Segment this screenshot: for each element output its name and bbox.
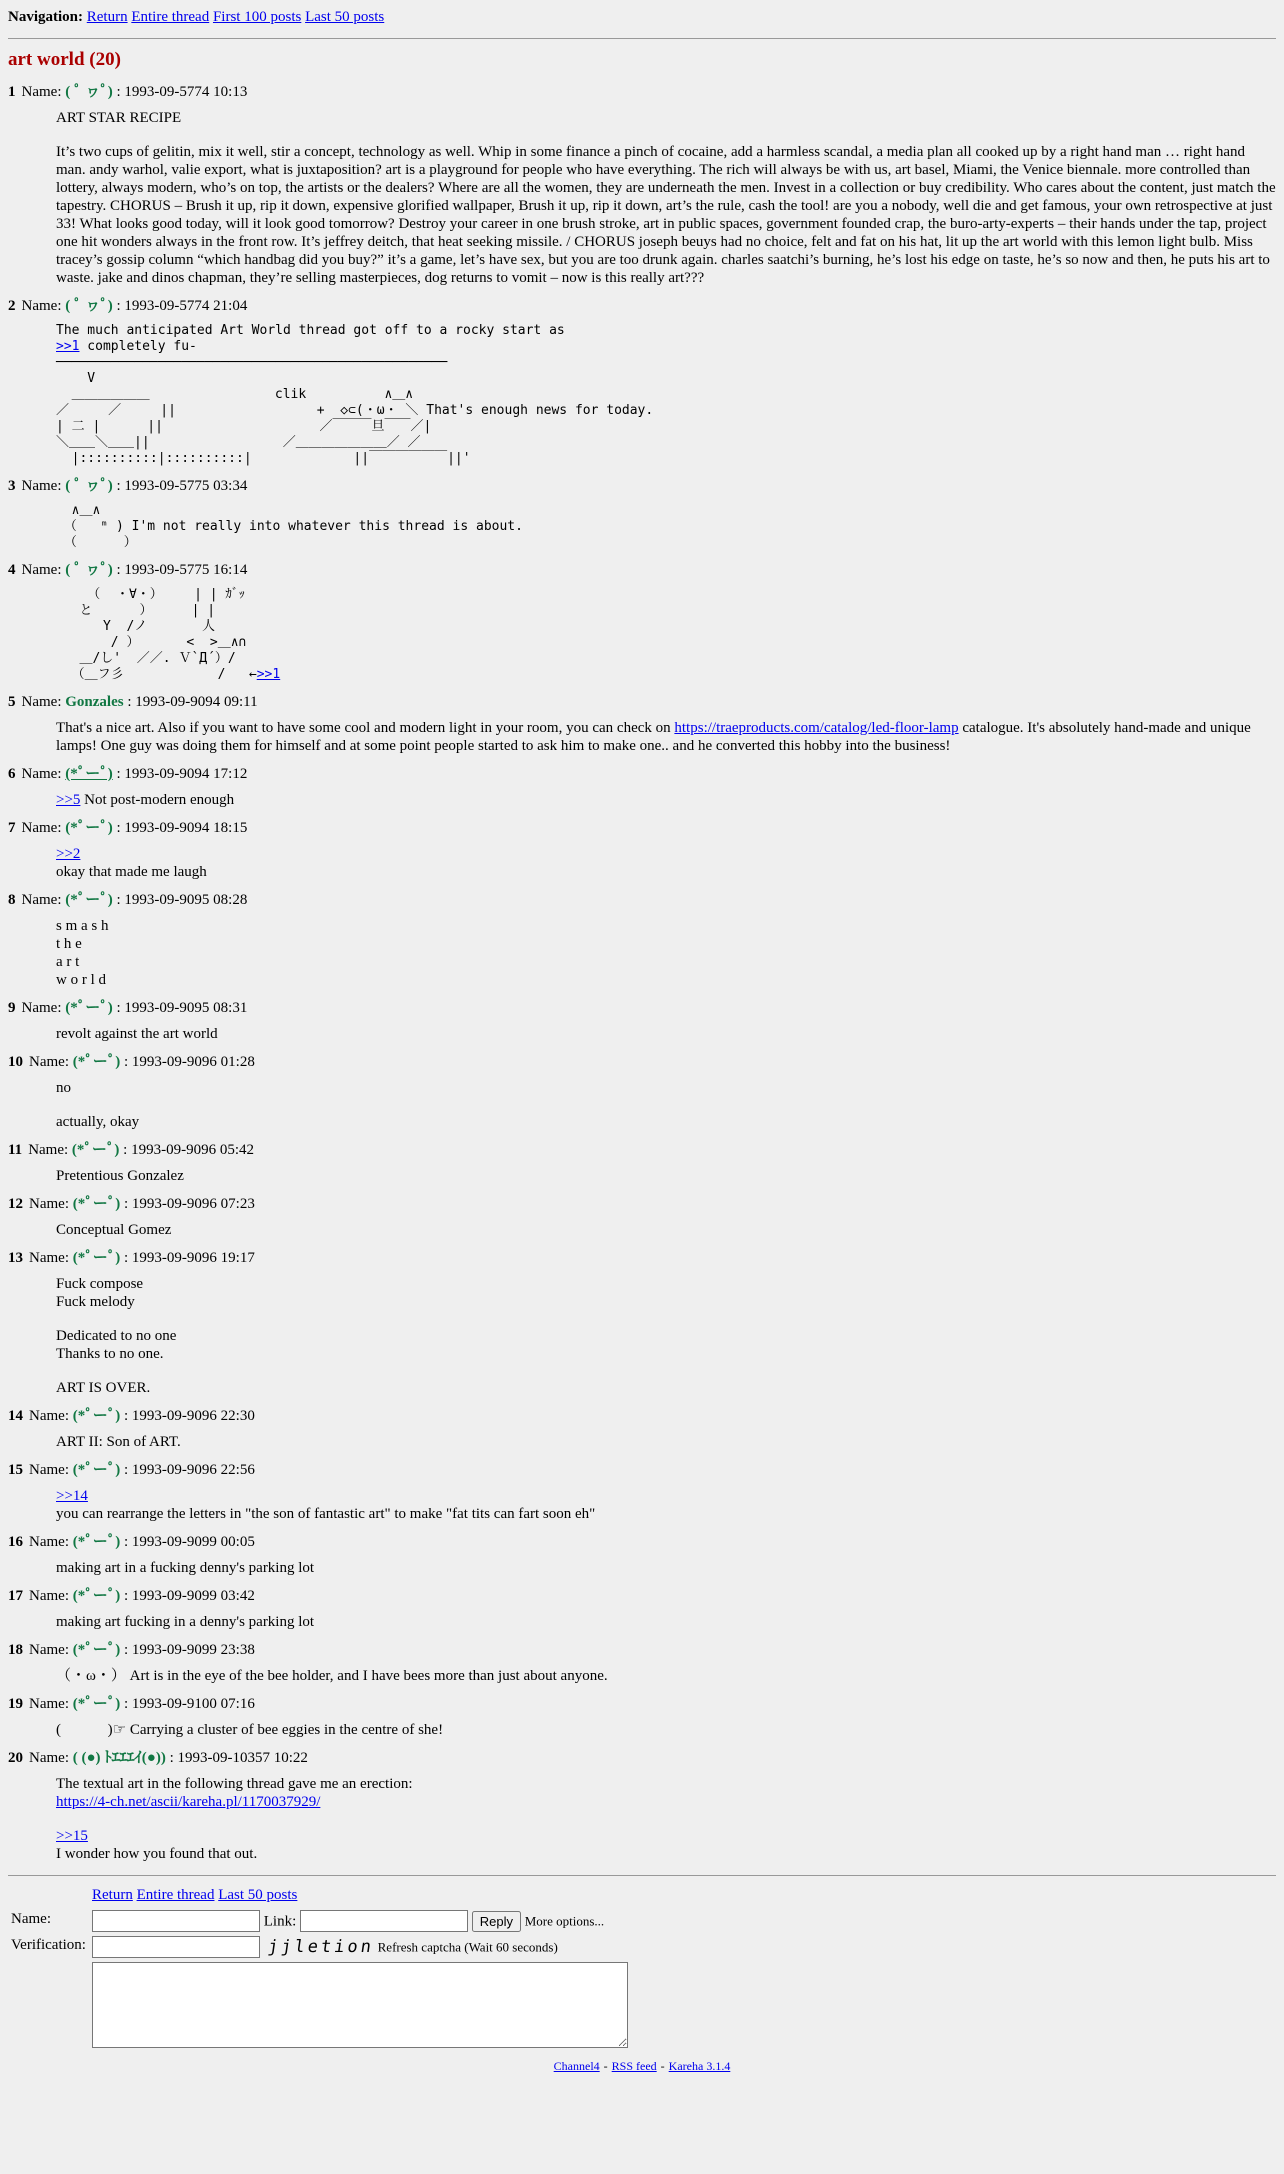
post-header: 11 Name: (*ﾟーﾟ) : 1993-09-9096 05:42 — [8, 1142, 255, 1158]
post-number[interactable]: 9 — [8, 1000, 16, 1016]
poster-name: (*ﾟーﾟ) — [72, 1196, 121, 1212]
post-date: 1993-09-9094 17:12 — [124, 766, 248, 782]
reply-form — [8, 1886, 1276, 2075]
name-label: Name: — [29, 1408, 69, 1424]
ascii-art-text: （ ・∀・） | | ｶﾞｯ と ） | | Y /ノ 人 / ） < >＿∧∩ ＿/し' ／／. Ｖ`Д´）/ （＿フ彡 / ← — [71, 587, 257, 682]
external-link[interactable]: https://4-ch.net/ascii/kareha.pl/1170037929/ — [56, 1794, 321, 1810]
name-label: Name: — [29, 1534, 69, 1550]
post-line: Thanks to no one. — [56, 1346, 164, 1362]
post-number[interactable]: 10 — [8, 1054, 23, 1070]
post-3 — [8, 477, 1276, 551]
navigation-bar — [8, 8, 1276, 26]
thread-title: art world (20) — [8, 49, 121, 70]
post-12 — [8, 1195, 1276, 1239]
poster-name: (*ﾟーﾟ) — [65, 820, 113, 836]
post-text: ART STAR RECIPE — [56, 110, 182, 126]
reply-reference-link[interactable]: >>14 — [56, 1488, 88, 1504]
post-14 — [8, 1407, 1276, 1451]
post-date: 1993-09-9094 18:15 — [124, 820, 248, 836]
post-number[interactable]: 14 — [8, 1408, 23, 1424]
name-label: Name: — [21, 820, 62, 836]
post-text-part: you can rearrange the letters in "the son of fantastic art" to make "fat tits can fart soon eh" — [56, 1506, 596, 1522]
name-label: Name: — [21, 1000, 62, 1016]
post-header: 5 Name: Gonzales : 1993-09-9094 09:11 — [8, 694, 258, 710]
post-1 — [8, 83, 1276, 287]
reply-form-table — [8, 1908, 631, 2055]
poster-name: ( ﾟ ヮﾟ) — [65, 478, 113, 494]
post-header: 18 Name: (*ﾟーﾟ) : 1993-09-9099 23:38 — [8, 1642, 255, 1658]
poster-name: (*ﾟーﾟ) — [72, 1054, 121, 1070]
post-20 — [8, 1749, 1276, 1863]
post-text-part: The textual art in the following thread gave me an erection: — [56, 1776, 413, 1792]
post-19 — [8, 1695, 1276, 1739]
refresh-captcha-text[interactable]: Refresh captcha (Wait 60 seconds) — [377, 1939, 558, 1955]
ascii-art: ∧＿∧ （ ᵐ ) I'm not really into whatever this thread is about. （ ） — [63, 503, 523, 550]
post-date: 1993-09-5775 16:14 — [124, 562, 248, 578]
ascii-art — [56, 587, 1276, 683]
post-date: 1993-09-9099 23:38 — [131, 1642, 255, 1658]
name-label: Name: — [29, 1588, 69, 1604]
name-input[interactable] — [92, 1910, 260, 1932]
post-number[interactable]: 13 — [8, 1250, 23, 1266]
post-date: 1993-09-9100 07:16 — [131, 1696, 255, 1712]
poster-name: (*ﾟーﾟ) — [72, 1642, 121, 1658]
post-body — [56, 323, 1276, 467]
name-label: Name: — [29, 1196, 69, 1212]
poster-name: (*ﾟーﾟ) — [65, 1000, 113, 1016]
post-text — [56, 845, 1276, 881]
link-field-label: Link: — [263, 1913, 297, 1930]
post-line: Fuck compose — [56, 1276, 144, 1292]
post-date: 1993-09-9096 22:56 — [131, 1462, 255, 1478]
post-body — [56, 719, 1276, 755]
link-input[interactable] — [300, 1910, 468, 1932]
post-number[interactable]: 18 — [8, 1642, 23, 1658]
post-date: 1993-09-9099 03:42 — [131, 1588, 255, 1604]
post-text — [56, 917, 1276, 989]
post-text: no — [56, 1080, 71, 1096]
poster-name: ( (●) ﾄｴｴｴｲ(●)) — [72, 1750, 166, 1766]
post-16 — [8, 1533, 1276, 1577]
post-number[interactable]: 7 — [8, 820, 16, 836]
poster-name: (*ﾟーﾟ) — [72, 1534, 121, 1550]
more-options-link[interactable]: More options... — [524, 1913, 605, 1929]
post-18 — [8, 1641, 1276, 1685]
reply-button[interactable]: Reply — [472, 1911, 521, 1932]
post-body — [56, 1167, 1276, 1185]
post-text: Pretentious Gonzalez — [56, 1168, 184, 1184]
post-text-part: I wonder how you found that out. — [56, 1846, 258, 1862]
post-header: 20 Name: ( (●) ﾄｴｴｴｲ(●)) : 1993-09-10357 10:22 — [8, 1750, 308, 1766]
post-8 — [8, 891, 1276, 989]
name-label: Name: — [21, 478, 62, 494]
post-header: 14 Name: (*ﾟーﾟ) : 1993-09-9096 22:30 — [8, 1408, 255, 1424]
post-number[interactable]: 3 — [8, 478, 16, 494]
name-label: Name: — [29, 1250, 69, 1266]
name-label: Name: — [21, 298, 62, 314]
post-number[interactable]: 11 — [8, 1142, 23, 1158]
navigation-label: Navigation: — [8, 9, 83, 25]
post-6 — [8, 765, 1276, 809]
post-number[interactable]: 17 — [8, 1588, 23, 1604]
post-header: 2 Name: ( ﾟ ヮﾟ) : 1993-09-5774 21:04 — [8, 298, 248, 314]
post-number[interactable]: 2 — [8, 298, 16, 314]
post-4 — [8, 561, 1276, 683]
poster-name: ( ﾟ ヮﾟ) — [65, 298, 113, 314]
divider — [8, 38, 1276, 39]
post-text — [56, 1775, 1276, 1811]
post-15 — [8, 1461, 1276, 1523]
post-text — [56, 1275, 1276, 1311]
poster-name: Gonzales — [65, 694, 124, 710]
reply-reference-link[interactable]: >>15 — [56, 1828, 88, 1844]
post-line: a r t — [56, 954, 80, 970]
post-text: completely fu- — [79, 339, 197, 354]
post-body — [56, 1487, 1276, 1523]
post-text: actually, okay — [56, 1114, 140, 1130]
post-text — [56, 1327, 1276, 1363]
post-number[interactable]: 15 — [8, 1462, 23, 1478]
verification-label: Verification: — [11, 1937, 86, 1953]
post-date: 1993-09-5775 03:34 — [124, 478, 248, 494]
post-text: making art in a fucking denny's parking lot — [56, 1560, 315, 1576]
post-10 — [8, 1053, 1276, 1131]
poster-name: ( ﾟ ヮﾟ) — [65, 562, 113, 578]
name-label: Name: — [29, 1054, 69, 1070]
ascii-art: ────────────────────────────────────────────────── V ＿＿＿＿＿＿ clik ∧＿∧ ／ ／ || + ◇⊂(・ω・ ＼ That's enough news for today. | 二 | || ／￣￣￣旦￣￣／| ＼＿＿＼＿＿|| ／＿＿＿＿＿＿＿／ ／ |::::::::::|::::::::::| ||￣￣￣￣￣￣||' — [56, 355, 654, 466]
post-5 — [8, 693, 1276, 755]
post-date: 1993-09-5774 21:04 — [124, 298, 248, 314]
channel4-link[interactable]: Channel4 — [553, 2059, 600, 2073]
post-body — [56, 587, 1276, 683]
post-text — [56, 1827, 1276, 1863]
post-body — [56, 1775, 1276, 1863]
name-label: Name: — [29, 1642, 69, 1658]
post-text-part: Not post-modern enough — [80, 792, 235, 808]
post-date: 1993-09-9096 01:28 — [131, 1054, 255, 1070]
poster-name: (*ﾟーﾟ) — [65, 892, 113, 908]
post-line: Dedicated to no one — [56, 1328, 177, 1344]
post-date: 1993-09-9096 22:30 — [131, 1408, 255, 1424]
kareha-version-link[interactable]: Kareha 3.1.4 — [668, 2059, 731, 2073]
post-header: 3 Name: ( ﾟ ヮﾟ) : 1993-09-5775 03:34 — [8, 478, 248, 494]
post-header: 8 Name: (*ﾟーﾟ) : 1993-09-9095 08:28 — [8, 892, 248, 908]
post-body — [56, 1079, 1276, 1131]
poster-name: (*ﾟーﾟ) — [72, 1250, 121, 1266]
post-number[interactable]: 20 — [8, 1750, 23, 1766]
name-label: Name: — [21, 84, 62, 100]
post-7 — [8, 819, 1276, 881]
poster-name: ( ﾟ ヮﾟ) — [65, 84, 113, 100]
post-text: making art fucking in a denny's parking lot — [56, 1614, 315, 1630]
post-text — [56, 1487, 1276, 1523]
post-text: Conceptual Gomez — [56, 1222, 172, 1238]
post-text: The much anticipated Art World thread got off to a rocky start as — [56, 323, 565, 338]
post-date: 1993-09-9095 08:28 — [124, 892, 248, 908]
separator: - — [660, 2059, 665, 2073]
post-header: 6 Name: (*ﾟーﾟ) : 1993-09-9094 17:12 — [8, 766, 248, 782]
post-number[interactable]: 1 — [8, 84, 16, 100]
post-header: 4 Name: ( ﾟ ヮﾟ) : 1993-09-5775 16:14 — [8, 562, 248, 578]
post-header: 15 Name: (*ﾟーﾟ) : 1993-09-9096 22:56 — [8, 1462, 255, 1478]
nav-return-link[interactable]: Return — [86, 9, 128, 25]
reply-reference-link[interactable]: >>1 — [256, 667, 281, 682]
post-header: 10 Name: (*ﾟーﾟ) : 1993-09-9096 01:28 — [8, 1054, 255, 1070]
post-2 — [8, 297, 1276, 467]
post-date: 1993-09-5774 10:13 — [124, 84, 248, 100]
name-field-label: Name: — [11, 1911, 51, 1927]
post-body — [56, 917, 1276, 989]
separator: - — [603, 2059, 608, 2073]
name-label: Name: — [21, 766, 62, 782]
post-body — [56, 109, 1276, 287]
post-header: 1 Name: ( ﾟ ヮﾟ) : 1993-09-5774 10:13 — [8, 84, 248, 100]
name-label: Name: — [21, 562, 62, 578]
site-footer — [8, 2057, 1276, 2075]
post-number[interactable]: 4 — [8, 562, 16, 578]
post-number[interactable]: 16 — [8, 1534, 23, 1550]
post-date: 1993-09-9096 05:42 — [131, 1142, 255, 1158]
post-date: 1993-09-9096 07:23 — [131, 1196, 255, 1212]
reply-reference-link[interactable]: >>5 — [56, 792, 81, 808]
name-label: Name: — [29, 1750, 69, 1766]
post-text: (☞ﾟ∀ﾟ)☞ Carrying a cluster of bee eggies in the centre of she! — [56, 1722, 444, 1738]
rss-feed-link[interactable]: RSS feed — [611, 2059, 657, 2073]
footer-return-link[interactable]: Return — [92, 1887, 133, 1903]
poster-name: (*ﾟーﾟ) — [72, 1588, 121, 1604]
post-text-part: okay that made me laugh — [56, 864, 207, 880]
poster-name: (*ﾟーﾟ) — [72, 1408, 121, 1424]
name-label: Name: — [21, 892, 62, 908]
post-13 — [8, 1249, 1276, 1397]
post-header: 19 Name: (*ﾟーﾟ) : 1993-09-9100 07:16 — [8, 1696, 255, 1712]
divider — [8, 1875, 1276, 1876]
post-body — [56, 1667, 1276, 1685]
post-text: revolt against the art world — [56, 1026, 218, 1042]
poster-name: (*ﾟーﾟ) — [72, 1696, 121, 1712]
post-text-part: catalogue. It's absolutely hand-made and unique lamps! One guy was doing them for himself and at some point people started to ask him to make one.. and he converted this hobby into the business! — [56, 720, 1251, 754]
post-date: 1993-09-9095 08:31 — [124, 1000, 248, 1016]
post-body — [56, 845, 1276, 881]
name-label: Name: — [21, 694, 62, 710]
post-text: （・ω・） Art is in the eye of the bee holder, and I have bees more than just about anyone. — [56, 1668, 608, 1684]
post-line: w o r l d — [56, 972, 106, 988]
footer-nav — [92, 1886, 1276, 1904]
post-body — [56, 1559, 1276, 1577]
post-body — [56, 1221, 1276, 1239]
name-label: Name: — [29, 1462, 69, 1478]
post-text — [56, 791, 1276, 809]
post-date: 1993-09-9094 09:11 — [135, 694, 258, 710]
verification-input[interactable] — [92, 1936, 260, 1958]
reply-reference-link[interactable]: >>1 — [56, 339, 80, 354]
post-body — [56, 1433, 1276, 1451]
post-header: 16 Name: (*ﾟーﾟ) : 1993-09-9099 00:05 — [8, 1534, 255, 1550]
post-header: 12 Name: (*ﾟーﾟ) : 1993-09-9096 07:23 — [8, 1196, 255, 1212]
post-text: ART IS OVER. — [56, 1380, 151, 1396]
post-header: 7 Name: (*ﾟーﾟ) : 1993-09-9094 18:15 — [8, 820, 248, 836]
post-text: It’s two cups of gelitin, mix it well, stir a concept, technology as well. Whip in some finance a pinch of cocaine, add a harmless scandal, a media plan all cooked up by a right hand man … right hand man. andy warhol, valie export, what is juxtaposition? art is a playground for people who have everything. The rich will always be with us, art basel, Miami, the Venice biennale. more controlled than lottery, always modern, who’s on top, the artists or the dealers? Where are all the women, they are underneath the men. Invest in a collection or buy credibility. Who cares about the content, just match the tapestry. CHORUS – Brush it up, rip it down, expensive glorified wallpaper, Brush it up, rip it down, art’s the rule, cash the tool! are you a nobody, well die and get famous, your own retrospective at just 33! What looks good today, will it look good tomorrow? Destroy your career in one brush stroke, art in public spaces, government founded crap, the buro-arty-experts – their hands under the tap, project one hit wonders always in the front row. It’s jeffrey deitch, that heat seeking missile. / CHORUS joseph beuys had no choice, felt and fat on his hat, lit up the art world with this lemon light bulb. Miss tracey’s gossip column “which handbag did you buy?” it’s a game, let’s have sex, but you are too drunk again. charles saatchi’s burning, he’s lost his edge on taste, he’s so now and then, he puts his art to waste. jake and dinos chapman, they’re selling masterpieces, dog returns to vomit – now is this really art??? — [56, 144, 1276, 286]
post-body — [56, 503, 1276, 551]
post-header: 13 Name: (*ﾟーﾟ) : 1993-09-9096 19:17 — [8, 1250, 255, 1266]
external-link[interactable]: https://traeproducts.com/catalog/led-floor-lamp — [674, 720, 959, 736]
post-text — [56, 719, 1276, 755]
captcha-image: jjletion — [266, 1936, 376, 1957]
ascii-art-line — [56, 323, 1276, 355]
post-number[interactable]: 12 — [8, 1196, 23, 1212]
post-body — [56, 791, 1276, 809]
post-9 — [8, 999, 1276, 1043]
post-text: ART II: Son of ART. — [56, 1434, 181, 1450]
post-text-part: That's a nice art. Also if you want to have some cool and modern light in your room, you can check on — [56, 720, 675, 736]
footer-entire-thread-link[interactable]: Entire thread — [136, 1887, 215, 1903]
post-body — [56, 1275, 1276, 1397]
post-number[interactable]: 6 — [8, 766, 16, 782]
post-date: 1993-09-10357 10:22 — [177, 1750, 308, 1766]
post-number[interactable]: 8 — [8, 892, 16, 908]
comment-textarea[interactable] — [92, 1962, 628, 2048]
post-line: t h e — [56, 936, 82, 952]
nav-entire-thread-link[interactable]: Entire thread — [131, 9, 210, 25]
post-header: 9 Name: (*ﾟーﾟ) : 1993-09-9095 08:31 — [8, 1000, 248, 1016]
post-body — [56, 1721, 1276, 1739]
reply-reference-link[interactable]: >>2 — [56, 846, 81, 862]
name-label: Name: — [29, 1696, 69, 1712]
post-line: Fuck melody — [56, 1294, 135, 1310]
post-number[interactable]: 19 — [8, 1696, 23, 1712]
post-number[interactable]: 5 — [8, 694, 16, 710]
post-date: 1993-09-9099 00:05 — [131, 1534, 255, 1550]
post-header: 17 Name: (*ﾟーﾟ) : 1993-09-9099 03:42 — [8, 1588, 255, 1604]
name-label: Name: — [28, 1142, 69, 1158]
footer-last-50-link[interactable]: Last 50 posts — [218, 1887, 298, 1903]
nav-first-100-link[interactable]: First 100 posts — [212, 9, 302, 25]
post-date: 1993-09-9096 19:17 — [131, 1250, 255, 1266]
post-body — [56, 1025, 1276, 1043]
post-line: s m a s h — [56, 918, 109, 934]
poster-name: (*ﾟーﾟ) — [72, 1462, 121, 1478]
post-body — [56, 1613, 1276, 1631]
nav-last-50-link[interactable]: Last 50 posts — [305, 9, 385, 25]
post-17 — [8, 1587, 1276, 1631]
poster-name: (*ﾟーﾟ) — [71, 1142, 120, 1158]
poster-name-link[interactable]: (*ﾟーﾟ) — [65, 766, 113, 782]
post-11 — [8, 1141, 1276, 1185]
